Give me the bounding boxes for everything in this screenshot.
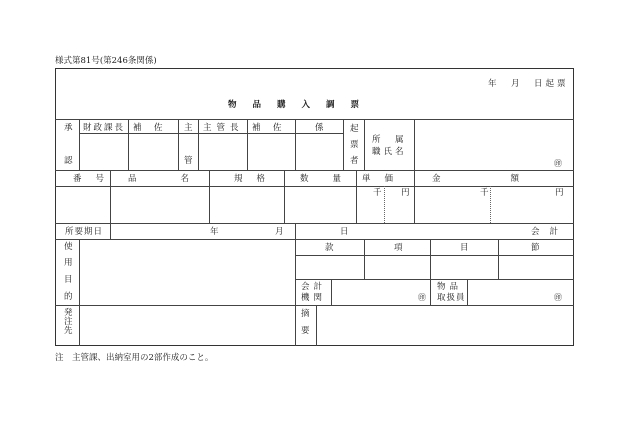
rule [55, 239, 574, 240]
rule [414, 119, 415, 170]
rule [498, 239, 499, 279]
rule [198, 119, 199, 170]
assistant-label-2: 補 佐 [252, 123, 284, 133]
col-header-item-name: 品名 [128, 174, 234, 184]
rule [430, 239, 431, 279]
col-header-number: 番号 [73, 174, 119, 184]
form-title: 物品購入調票 [228, 100, 376, 110]
rule [295, 119, 296, 170]
position-name-label: 職氏名 [372, 147, 407, 157]
rule [55, 186, 574, 187]
approve-label-1: 承 [64, 123, 73, 133]
due-date-label: 所要期日 [65, 227, 104, 237]
form-number-label: 様式第81号(第246条関係) [55, 56, 157, 66]
drafter-label-2: 票 [350, 140, 359, 150]
unit-thousand-price: 千 [373, 188, 382, 198]
rule [331, 279, 332, 305]
order-dest-label-2: 注 [64, 317, 73, 327]
dotted-divider [490, 186, 491, 223]
acct-col-moku: 目 [460, 243, 469, 253]
finance-chief-label: 財政課長 [83, 123, 126, 133]
rule [284, 170, 285, 223]
purpose-label-3: 目 [64, 275, 73, 285]
footnote: 注 主管課、出納室用の2部作成のこと。 [55, 353, 214, 363]
acct-col-kou: 項 [394, 243, 403, 253]
dotted-divider [384, 186, 385, 223]
col-header-quantity: 数量 [300, 174, 366, 184]
manager-label-2: 管 [184, 156, 193, 166]
rule [430, 279, 431, 305]
affiliation-label: 所 属 [372, 135, 407, 145]
rule [55, 170, 574, 171]
summary-label-2: 要 [301, 326, 310, 336]
unit-yen-price: 円 [401, 188, 410, 198]
draft-date-line: 年 月 日起票 [488, 79, 569, 89]
acct-col-kan: 款 [325, 243, 334, 253]
rule [364, 119, 365, 170]
purpose-label-4: 的 [64, 292, 73, 302]
order-dest-label-3: 先 [64, 326, 73, 336]
purpose-label-1: 使 [64, 242, 73, 252]
col-header-spec: 規格 [234, 174, 280, 184]
rule [79, 133, 343, 134]
accounting-office-label-1: 会計 [301, 282, 327, 292]
rule [343, 119, 344, 170]
col-header-unit-price: 単価 [362, 174, 408, 184]
rule [414, 170, 415, 223]
unit-yen-amount: 円 [555, 188, 564, 198]
rule [128, 119, 129, 170]
rule [467, 279, 468, 305]
acct-col-setsu: 節 [531, 243, 540, 253]
rule [295, 255, 574, 256]
approve-label-2: 認 [64, 156, 73, 166]
rule [55, 223, 574, 224]
unit-thousand-amount: 千 [480, 188, 489, 198]
purpose-label-2: 用 [64, 258, 73, 268]
manager-chief-label: 主管長 [203, 123, 244, 133]
accounting-header: 会計 [531, 227, 569, 237]
accounting-office-label-2: 機関 [301, 293, 327, 303]
rule [178, 119, 179, 170]
rule [364, 239, 365, 279]
goods-handler-label-1: 物品 [437, 282, 463, 292]
rule [79, 239, 80, 305]
rule [247, 119, 248, 170]
drafter-label-1: 起 [350, 124, 359, 134]
assistant-label-1: 補 佐 [133, 123, 165, 133]
rule [295, 305, 296, 346]
rule [295, 279, 574, 280]
summary-label-1: 摘 [301, 309, 310, 319]
rule [110, 223, 111, 239]
drafter-label-3: 者 [350, 156, 359, 166]
seal-mark: ㊞ [554, 293, 562, 302]
rule [79, 305, 80, 346]
due-date-value: 年 月 日 [210, 227, 373, 237]
seal-mark: ㊞ [418, 293, 426, 302]
rule [316, 305, 317, 346]
col-header-amount: 金額 [432, 174, 590, 184]
rule [79, 119, 80, 170]
staff-label: 係 [315, 123, 324, 133]
order-dest-label-1: 発 [64, 308, 73, 318]
rule [55, 305, 574, 306]
manager-label-1: 主 [184, 123, 193, 133]
rule [55, 119, 574, 120]
goods-handler-label-2: 取扱員 [437, 293, 466, 303]
seal-mark: ㊞ [554, 159, 562, 168]
